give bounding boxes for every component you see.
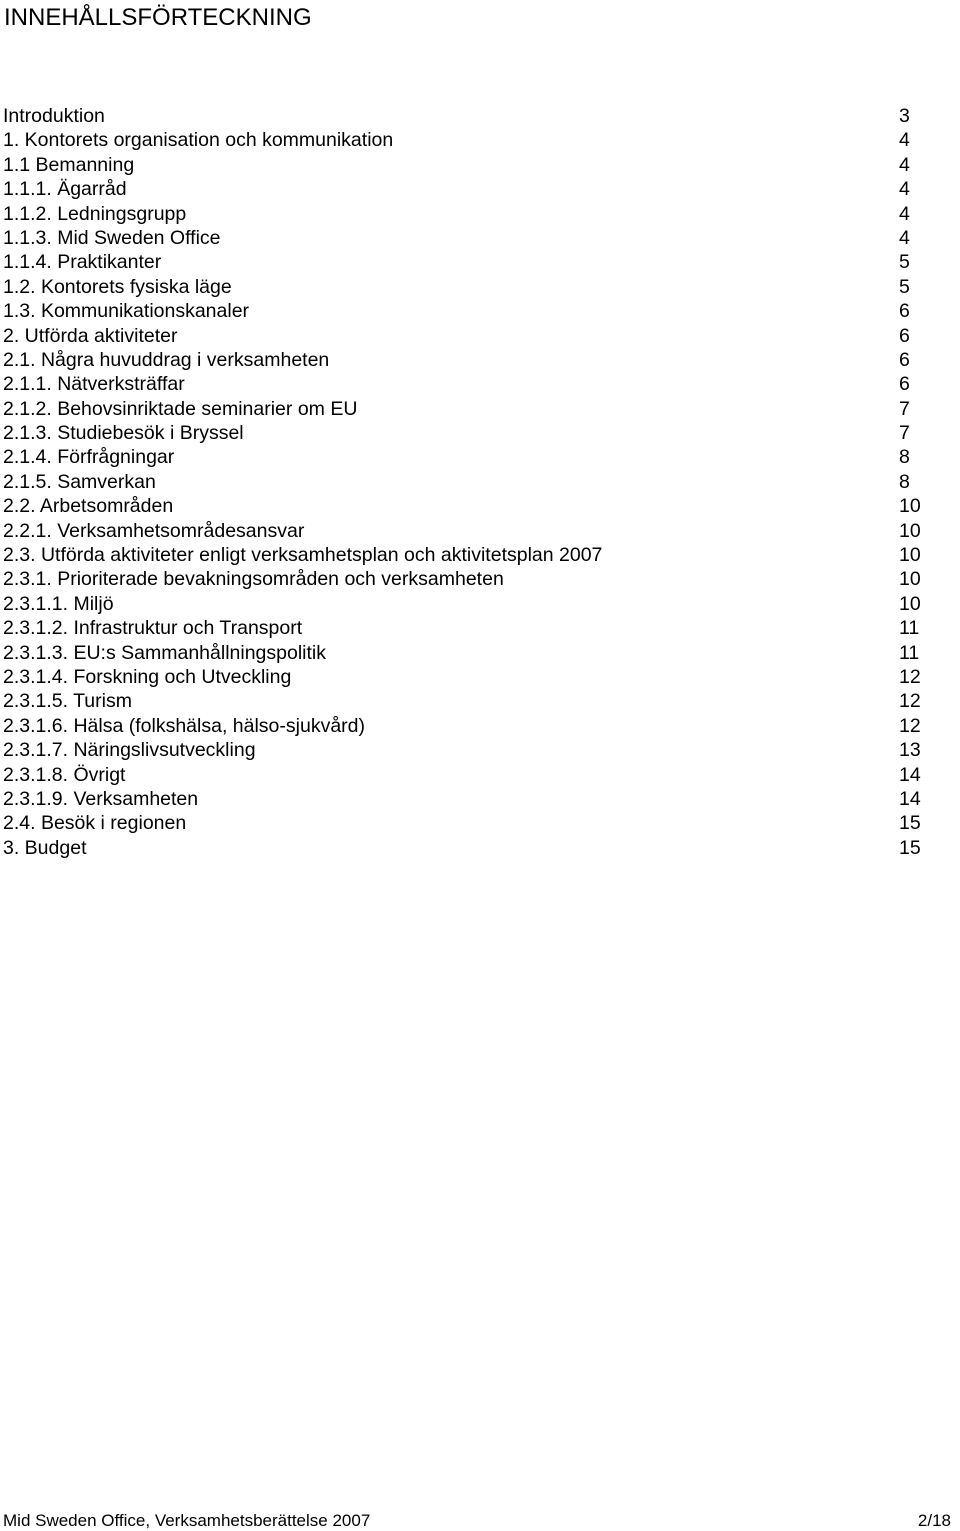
toc-entry-title: 1.1.3. Mid Sweden Office [3,226,221,249]
toc-entry-page-number: 15 [899,812,921,835]
toc-entry-page-number: 10 [899,592,921,615]
toc-entry-page-number: 4 [899,178,910,201]
toc-entry[interactable] [3,299,928,323]
toc-entry[interactable] [3,250,928,274]
toc-entry[interactable] [3,763,928,787]
footer-document-title: Mid Sweden Office, Verksamhetsberättelse 2007 [3,1511,371,1530]
footer-page-number: 2/18 [917,1511,951,1530]
toc-entry[interactable] [3,689,928,713]
toc-entry[interactable] [3,104,928,128]
toc-entry-page-number: 4 [899,153,910,176]
toc-entry-page-number: 12 [899,690,921,713]
toc-entry[interactable] [3,348,928,372]
toc-entry-title: 2.3.1.1. Miljö [3,592,114,615]
toc-entry-title: 1.1.1. Ägarråd [3,178,127,201]
toc-entry[interactable] [3,421,928,445]
toc-entry-page-number: 3 [899,105,910,127]
toc-entry-page-number: 6 [899,324,910,347]
toc-entry-page-number: 6 [899,348,910,371]
toc-entry[interactable] [3,275,928,299]
toc-entry-title: 2.3.1.8. Övrigt [3,763,126,786]
toc-entry-page-number: 14 [899,787,921,810]
toc-entry-title: 3. Budget [3,836,87,859]
toc-entry-page-number: 12 [899,665,921,688]
toc-entry-page-number: 4 [899,202,910,225]
toc-entry-page-number: 5 [899,251,910,274]
toc-entry-title: 2.4. Besök i regionen [3,812,187,835]
toc-entry[interactable] [3,177,928,201]
toc-entry-page-number: 5 [899,275,910,298]
toc-entry[interactable] [3,811,928,835]
toc-entry-page-number: 4 [899,129,910,152]
toc-entry-page-number: 11 [899,617,920,640]
toc-entry[interactable] [3,616,928,640]
toc-entry-title: 1. Kontorets organisation och kommunikation [3,129,394,152]
toc-entry[interactable] [3,519,928,543]
toc-entry-title: 2.1.2. Behovsinriktade seminarier om EU [3,397,358,420]
toc-entry[interactable] [3,787,928,811]
toc-entry[interactable] [3,641,928,665]
toc-entry-page-number: 10 [899,519,921,542]
toc-entry-title: 2.3.1.6. Hälsa (folkshälsa, hälso-sjukvård) [3,714,365,737]
toc-entry[interactable] [3,494,928,518]
toc-entry-title: 1.1 Bemanning [3,153,135,176]
toc-entry-page-number: 14 [899,763,921,786]
toc-entry[interactable] [3,543,928,567]
toc-entry-page-number: 15 [899,836,921,859]
toc-entry[interactable] [3,226,928,250]
toc-entry-title: Introduktion [3,105,105,127]
toc-entry-title: 2.1.1. Nätverksträffar [3,373,185,396]
toc-entry[interactable] [3,202,928,226]
toc-entry[interactable] [3,567,928,591]
toc-entry-page-number: 6 [899,373,910,396]
toc-entry-page-number: 13 [899,739,921,762]
toc-entry-page-number: 12 [899,714,921,737]
toc-entry-title: 1.2. Kontorets fysiska läge [3,275,232,298]
toc-entry-title: 2.1. Några huvuddrag i verksamheten [3,348,330,371]
toc-entry[interactable] [3,665,928,689]
toc-entry-title: 2.3.1.7. Näringslivsutveckling [3,739,256,762]
table-of-contents [3,104,928,860]
toc-entry[interactable] [3,128,928,152]
toc-entry-page-number: 6 [899,300,910,323]
toc-entry-title: 2.2. Arbetsområden [3,495,174,518]
toc-entry[interactable] [3,445,928,469]
toc-entry-page-number: 10 [899,495,921,518]
toc-entry[interactable] [3,372,928,396]
toc-entry-title: 1.1.2. Ledningsgrupp [3,202,187,225]
toc-entry-title: 2.3.1.5. Turism [3,690,132,713]
toc-entry[interactable] [3,836,928,860]
toc-entry-title: 2.3.1. Prioriterade bevakningsområden och verksamheten [3,568,504,591]
page-title: INNEHÅLLSFÖRTECKNING [4,4,312,31]
toc-entry[interactable] [3,324,928,348]
toc-entry-page-number: 7 [899,422,910,445]
toc-entry-title: 2. Utförda aktiviteter [3,324,178,347]
toc-entry-title: 2.1.3. Studiebesök i Bryssel [3,422,244,445]
toc-entry-title: 1.3. Kommunikationskanaler [3,300,250,323]
toc-entry-page-number: 4 [899,226,910,249]
toc-entry-page-number: 8 [899,470,910,493]
toc-entry-page-number: 10 [899,568,921,591]
toc-entry-title: 2.3.1.2. Infrastruktur och Transport [3,617,303,640]
toc-entry-title: 2.3. Utförda aktiviteter enligt verksamhetsplan och aktivitetsplan 2007 [3,544,603,567]
toc-entry-page-number: 11 [899,641,920,664]
toc-entry-title: 2.3.1.9. Verksamheten [3,787,199,810]
toc-entry[interactable] [3,592,928,616]
toc-entry[interactable] [3,397,928,421]
toc-entry-title: 1.1.4. Praktikanter [3,251,162,274]
toc-entry-page-number: 7 [899,397,910,420]
toc-entry[interactable] [3,470,928,494]
toc-entry-title: 2.3.1.4. Forskning och Utveckling [3,665,292,688]
toc-entry[interactable] [3,153,928,177]
toc-entry-title: 2.1.5. Samverkan [3,470,156,493]
toc-entry-title: 2.3.1.3. EU:s Sammanhållningspolitik [3,641,326,664]
toc-entry-title: 2.2.1. Verksamhetsområdesansvar [3,519,305,542]
toc-entry-page-number: 8 [899,446,910,469]
toc-entry-page-number: 10 [899,544,921,567]
toc-entry[interactable] [3,738,928,762]
toc-entry-title: 2.1.4. Förfrågningar [3,446,175,469]
toc-entry[interactable] [3,714,928,738]
